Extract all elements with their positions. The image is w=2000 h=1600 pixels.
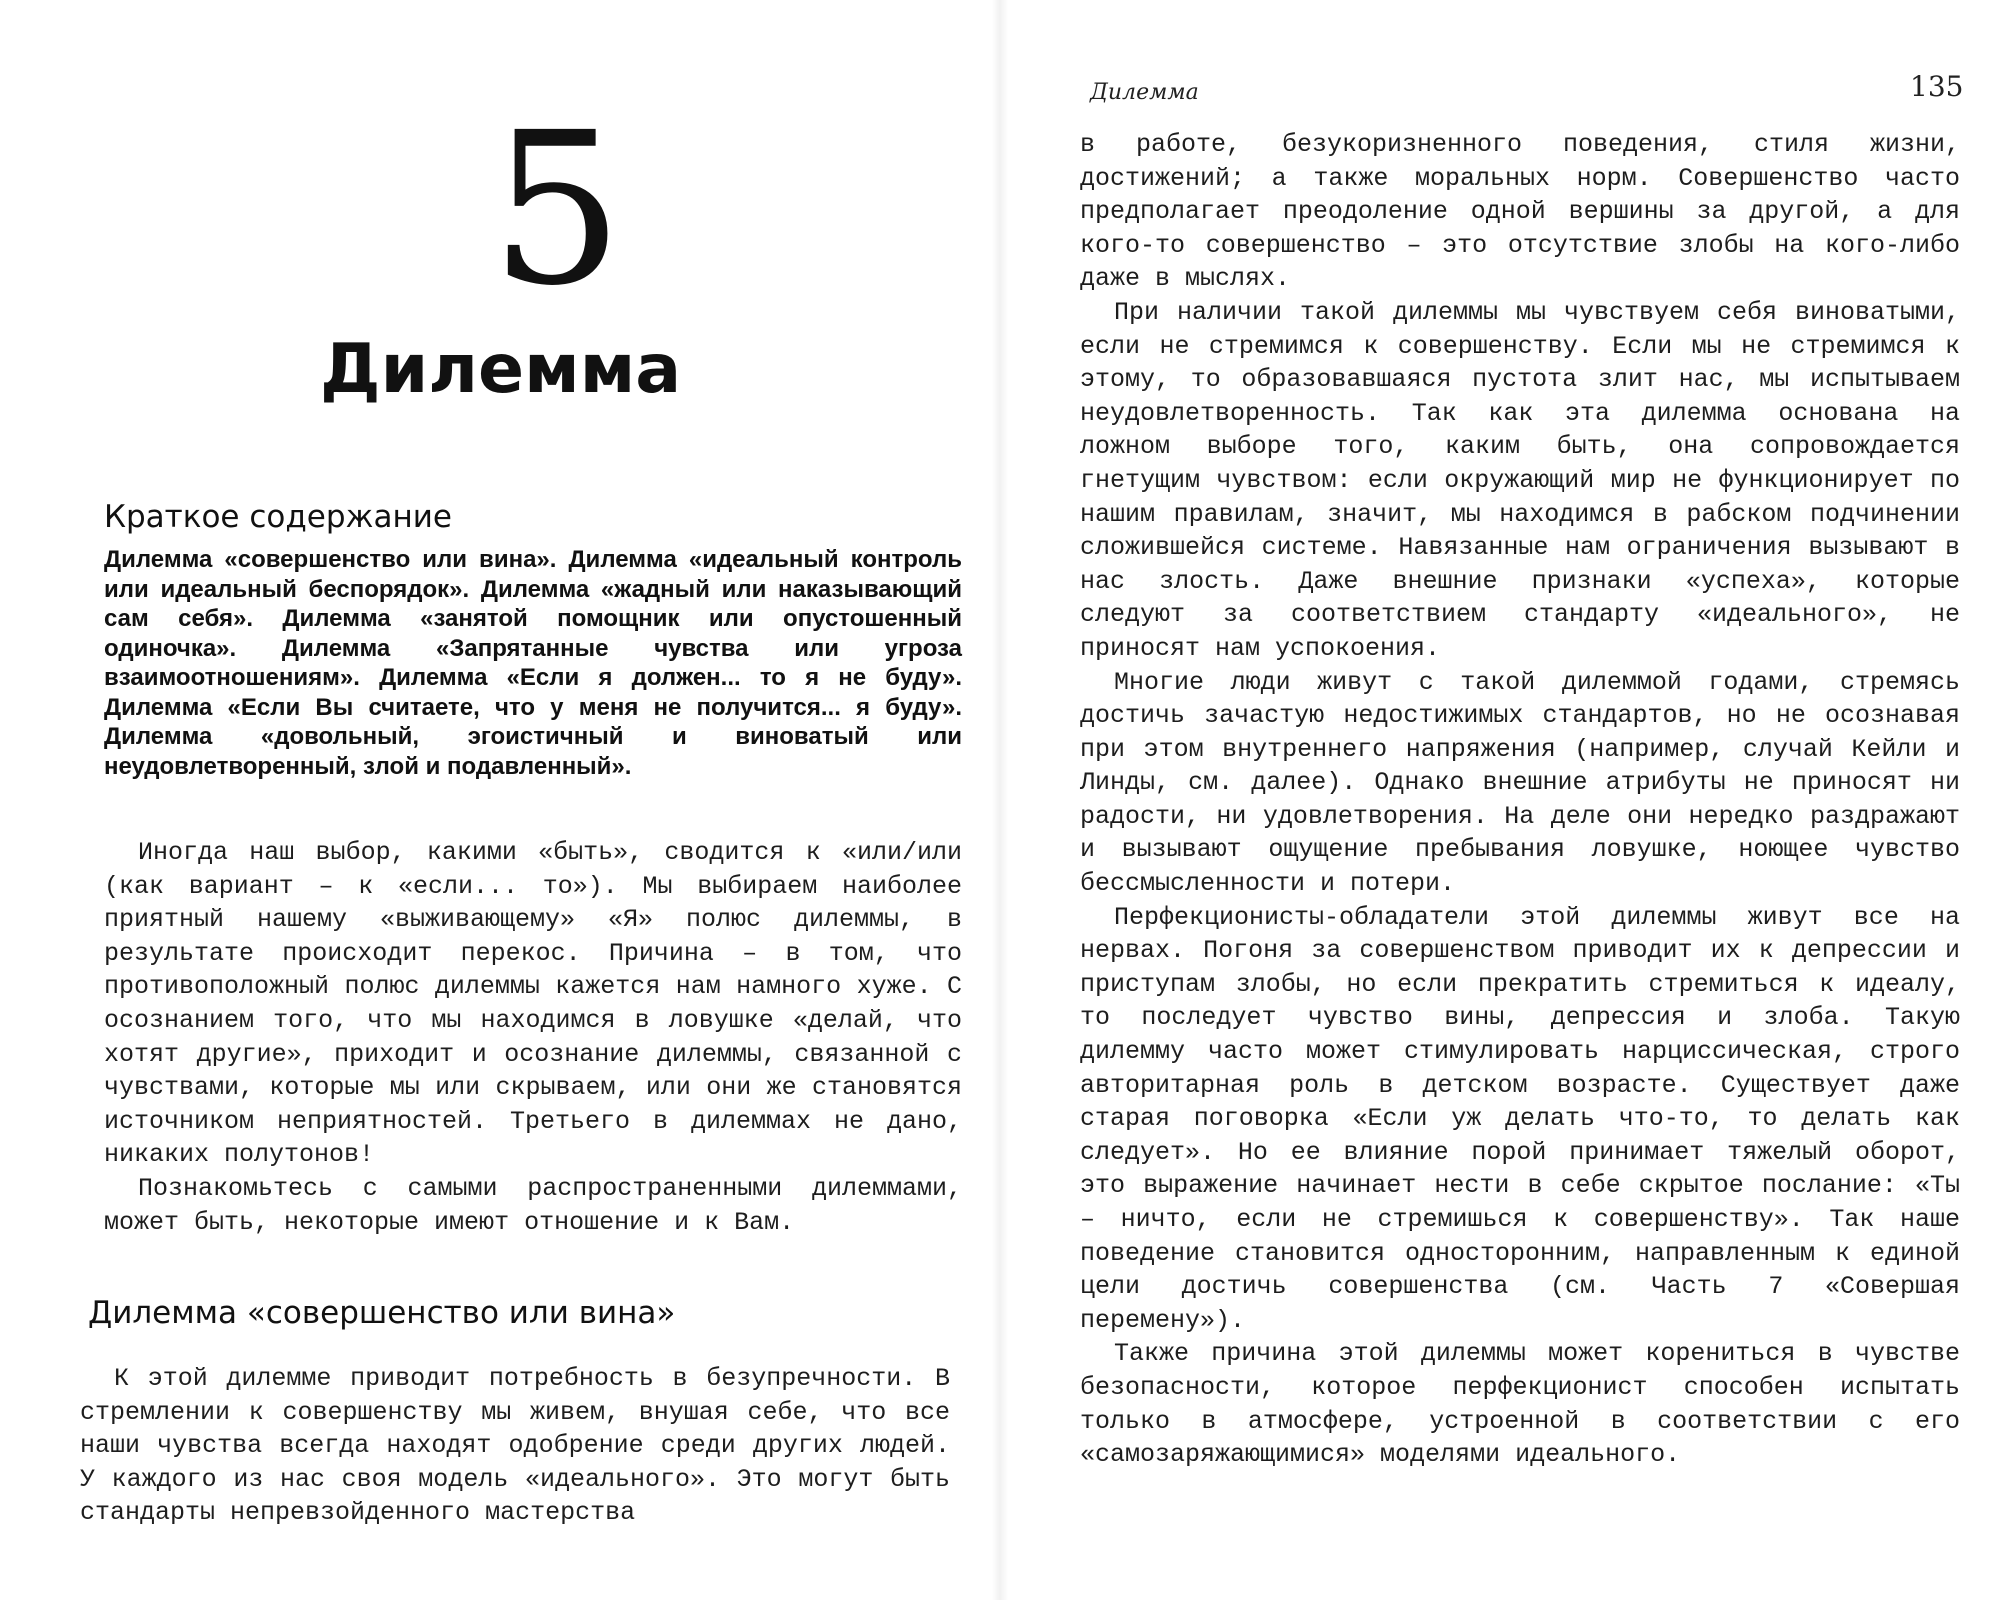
- right-body-text: [1080, 128, 1960, 1472]
- summary-heading: Краткое содержание: [104, 499, 452, 535]
- body-paragraph: в работе, безукоризненного поведения, стиля жизни, достижений; а также моральных норм. Совершенство часто предполагает преодоление одной вершины за другой, а для кого-то совершенство – это отсутствие злобы на кого-либо даже в мыслях.: [1080, 130, 1960, 294]
- body-paragraph: При наличии такой дилеммы мы чувствуем себя виноватыми, если не стремимся к совершенству. Если мы не стремимся к этому, то образовавшаяся пустота злит нас, мы испытываем неудовлетворенность. Так как эта дилемма основана на ложном выборе того, каким быть, она сопровождается гнетущим чувством: если окружающий мир не функционирует по нашим правилам, значит, мы находимся в рабском подчинении сложившейся системе. Навязанные нам ограничения вызывают в нас злость. Даже внешние признаки «успеха», которые следуют за соответствием стандарту «идеального», не приносят нам успокоения.: [1080, 297, 1960, 663]
- body-paragraph: Перфекционисты-обладатели этой дилеммы живут все на нервах. Погоня за совершенством приводит их к депрессии и приступам злобы, но если прекратить стремиться к идеалу, то последует чувство вины, депрессия и злоба. Такую дилемму часто может стимулировать нарциссическая, строго авторитарная роль в детском возрасте. Существует даже старая поговорка «Если уж делать что-то, то делать как следует». Но ее влияние порой принимает тяжелый оборот, это выражение начинает нести в себе скрытое послание: «Ты – ничто, если не стремишься к совершенству». Так наше поведение становится односторонним, направленным к единой цели достичь совершенства (см. Часть 7 «Совершая перемену»).: [1080, 902, 1960, 1335]
- running-head: Дилемма: [1090, 80, 1199, 105]
- body-paragraph: Многие люди живут с такой дилеммой годами, стремясь достичь зачастую недостижимых стандартов, но не осознавая при этом внутреннего напряжения (например, случай Кейли и Линды, см. далее). Однако внешние атрибуты не приносят ни радости, ни удовлетворения. На деле они нередко раздражают и вызывают ощущение пребывания ловушке, ноющее чувство бессмысленности и потери.: [1080, 667, 1960, 899]
- right-page: [1000, 0, 2000, 1600]
- chapter-title: Дилемма: [320, 330, 682, 409]
- page-number: 135: [1910, 70, 1964, 103]
- intro-paragraph: Иногда наш выбор, какими «быть», сводится к «или/или (как вариант – к «если... то»). Мы выбираем наиболее приятный нашему «выживающему» «Я» полюс дилеммы, в результате происходит перекос. Причина – в том, что противоположный полюс дилеммы кажется нам намного хуже. С осознанием того, что мы находимся в ловушке «делай, что хотят другие», приходит и осознание дилеммы, связанной с чувствами, которые мы или скрываем, или они же становятся источником неприятностей. Третьего в дилеммах не дано, никаких полутонов!: [104, 838, 962, 1170]
- chapter-number: 5: [490, 87, 624, 332]
- section-body: [80, 1362, 950, 1530]
- section-paragraph: К этой дилемме приводит потребность в безупречности. В стремлении к совершенству мы живем, внушая себе, что все наши чувства всегда находят одобрение среди других людей. У каждого из нас своя модель «идеального». Это могут быть стандарты непревзойденного мастерства: [80, 1364, 950, 1528]
- section-heading: Дилемма «совершенство или вина»: [88, 1295, 676, 1331]
- intro-paragraph: Познакомьтесь с самыми распространенными дилеммами, может быть, некоторые имеют отношение и к Вам.: [104, 1173, 962, 1237]
- body-paragraph: Также причина этой дилеммы может корениться в чувстве безопасности, которое перфекционист способен испытать только в атмосфере, устроенной в соответствии с его «самозаряжающимися» моделями идеального.: [1080, 1339, 1960, 1470]
- summary-text: Дилемма «совершенство или вина». Дилемма «идеальный контроль или идеальный беспорядок». Дилемма «жадный или наказывающий сам себя». Дилемма «занятой помощник или опустошенный одиночка». Дилемма «Запрятанные чувства или угроза взаимоотношениям». Дилемма «Если я должен... то я не буду». Дилемма «Если Вы считаете, что у меня не получится... я буду». Дилемма «довольный, эгоистичный и виноватый или неудовлетворенный, злой и подавленный».: [104, 546, 962, 780]
- intro-text: [104, 836, 962, 1239]
